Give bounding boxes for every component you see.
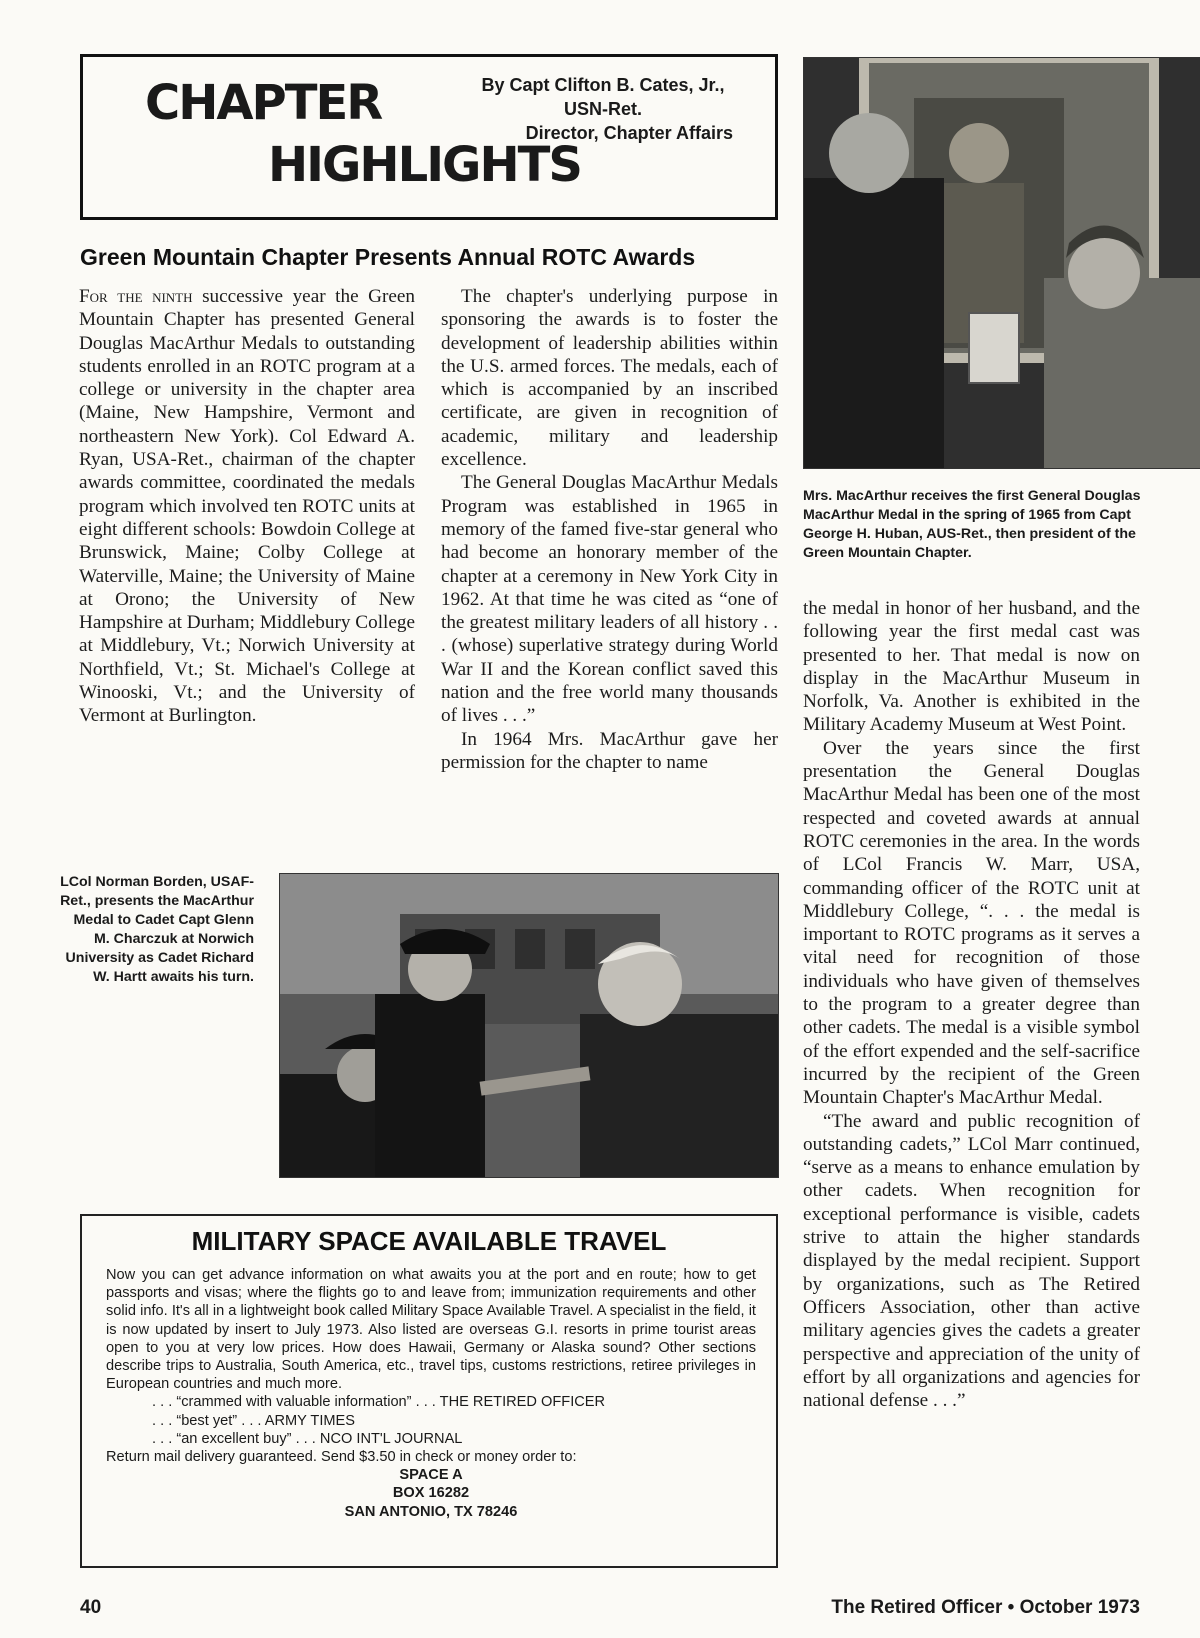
ad-title: MILITARY SPACE AVAILABLE TRAVEL bbox=[191, 1226, 667, 1256]
byline-author: By Capt Clifton B. Cates, Jr., bbox=[481, 75, 725, 95]
ad-body bbox=[106, 1266, 756, 1521]
chapter-highlights-header bbox=[80, 54, 778, 220]
photo-mrs-macarthur-illustration bbox=[804, 58, 1200, 468]
logo-chapter: CHAPTER bbox=[145, 75, 382, 131]
article-column-1 bbox=[79, 285, 415, 728]
paragraph: In 1964 Mrs. MacArthur gave her permission for the chapter to name bbox=[441, 728, 778, 773]
paragraph: Over the years since the first presentation the General Douglas MacArthur Medal has been one of the most respected and coveted awards at annual ROTC ceremonies in the area. In the words of LCol Francis W. Marr, USA, commanding officer of the ROTC unit at Middlebury College, “. . . the medal is important to ROTC programs as it serves a vital need for recognition of those individuals who have given of themselves to the program to a greater degree than other cadets. The medal is a visible symbol of the effort expended and the self-sacrifice incurred by the recipient of the Green Mountain Chapter's MacArthur Medal. bbox=[803, 737, 1140, 1109]
paragraph: The chapter's underlying purpose in sponsoring the awards is to foster the development of leadership abilities within the U.S. armed forces. The medals, each of which is accompanied by an inscribed certificate, are given in recognition of academic, military and leadership excellence. bbox=[441, 286, 778, 471]
paragraph: the medal in honor of her husband, and the following year the first medal cast was presented to her. That medal is now on display in the MacArthur Museum in Norfolk, Va. Another is exhibited in the Military Academy Museum at West Point. bbox=[803, 598, 1140, 736]
paragraph: successive year the Green Mountain Chapter has presented General Douglas MacArthur Medals to outstanding students enrolled in an ROTC program at a college or university in the chapter area (Maine, New Hampshire, Vermont and northeastern New York). Col Edward A. Ryan, USA-Ret., chairman of the chapter awards committee, coordinated the medals program which involved ten ROTC units at eight different schools: Bowdoin College at Brunswick, Maine; Colby College at Waterville, Maine; the University of Maine at Orono; the University of New Hampshire at Durham; Middlebury College at Middlebury, Vt.; Norwich University at Northfield, Vt.; St. Michael's College at Winooski, Vt.; and the University of Vermont at Burlington. bbox=[79, 286, 415, 727]
photo-mrs-macarthur bbox=[803, 57, 1200, 469]
byline-title: Director, Chapter Affairs bbox=[525, 123, 733, 143]
byline-rank: USN-Ret. bbox=[563, 99, 642, 119]
paragraph: The General Douglas MacArthur Medals Program was established in 1965 in memory of the famed five-star general who had become an honorary member of the chapter at a ceremony in New York City in 1962. At that time he was cited as “one of the greatest military leaders of all history . . . (whose) superlative strategy during World War II and the Korean conflict saved this nation and the free world many thousands of lives . . .” bbox=[441, 472, 778, 727]
ad-order-line: Return mail delivery guaranteed. Send $3.50 in check or money order to: bbox=[106, 1449, 577, 1466]
page-number: 40 bbox=[80, 1597, 102, 1618]
photo-medal-presentation bbox=[279, 873, 779, 1178]
article-column-3 bbox=[803, 597, 1140, 1412]
paragraph: “The award and public recognition of outstanding cadets,” LCol Marr continued, “serve as a means to enhance emulation by other cadets. When recognition for exceptional performance is visible, cadets strive to attain the higher standards displayed by the medal recipient. Support by organizations, such as The Retired Officers Association, other than active military agencies gives the cadets a greater perspective and appreciation of the unity of effort by all organizations and agencies for national defense . . .” bbox=[803, 1110, 1140, 1412]
logo-highlights: HIGHLIGHTS bbox=[268, 137, 581, 193]
ad-address-line: SPACE A bbox=[399, 1467, 463, 1484]
byline bbox=[473, 73, 733, 145]
lead-in-smallcaps: For the ninth bbox=[79, 286, 193, 307]
caption-middle-photo: LCol Norman Borden, USAF-Ret., presents the MacArthur Medal to Cadet Capt Glenn M. Charczuk at Norwich University as Cadet Richard W. Hartt awaits his turn. bbox=[60, 874, 254, 985]
ad-quote: . . . “best yet” . . . ARMY TIMES bbox=[152, 1412, 356, 1429]
ad-quote: . . . “crammed with valuable information” . . . THE RETIRED OFFICER bbox=[152, 1394, 606, 1411]
article-column-2 bbox=[441, 285, 778, 774]
photo-medal-presentation-illustration bbox=[280, 874, 778, 1177]
ad-address-line: SAN ANTONIO, TX 78246 bbox=[344, 1503, 518, 1520]
ad-quote: . . . “an excellent buy” . . . NCO INT'L JOURNAL bbox=[152, 1430, 463, 1447]
caption-top-photo: Mrs. MacArthur receives the first General Douglas MacArthur Medal in the spring of 1965 from Capt George H. Huban, AUS-Ret., then president of the Green Mountain Chapter. bbox=[803, 488, 1141, 561]
ad-address-line: BOX 16282 bbox=[392, 1485, 470, 1502]
publication-footer: The Retired Officer • October 1973 bbox=[831, 1597, 1140, 1618]
space-available-travel-ad bbox=[80, 1214, 778, 1568]
article-title: Green Mountain Chapter Presents Annual ROTC Awards bbox=[80, 244, 696, 270]
ad-description: Now you can get advance information on what awaits you at the port and en route; how to get passports and visas; where the flights go to and leave from; immunization requirements and other solid info. It's all in a lightweight book called Military Space Available Travel. A specialist in the field, it is now updated by insert to July 1973. Also listed are overseas G.I. resorts in prime tourist areas open to you at very low prices. How does Hawaii, Germany or Alaska sound? Other sections describe trips to Australia, South America, etc., travel tips, customs restrictions, retiree privileges in European countries and much more. bbox=[106, 1267, 756, 1393]
